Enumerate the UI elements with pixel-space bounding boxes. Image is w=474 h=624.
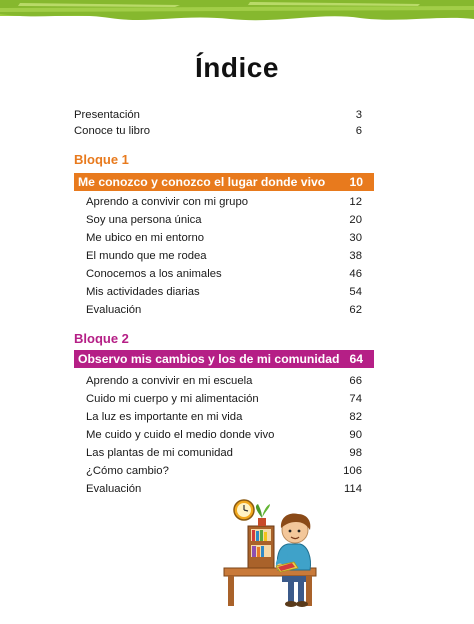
- toc-entry-page: 20: [349, 214, 362, 226]
- block-2-heading: Bloque 2: [74, 331, 129, 346]
- top-decorative-band: [0, 0, 474, 30]
- toc-entry-label: Mis actividades diarias: [86, 286, 200, 298]
- toc-entry[interactable]: [86, 408, 362, 426]
- toc-entry-label: Me cuido y cuido el medio donde vivo: [86, 429, 275, 441]
- toc-entry[interactable]: [86, 283, 362, 301]
- toc-entry[interactable]: [86, 444, 362, 462]
- toc-entry[interactable]: [86, 390, 362, 408]
- toc-entry-page: 54: [349, 286, 362, 298]
- clock-icon: [234, 500, 254, 520]
- toc-entry-label: Aprendo a convivir en mi escuela: [86, 375, 253, 387]
- toc-entry[interactable]: [86, 193, 362, 211]
- toc-entry-label: Evaluación: [86, 304, 142, 316]
- toc-entry-label: El mundo que me rodea: [86, 250, 207, 262]
- toc-entry-label: Conoce tu libro: [74, 125, 150, 137]
- toc-entry-label: Conocemos a los animales: [86, 268, 222, 280]
- toc-entry-page: 82: [349, 411, 362, 423]
- child-at-desk-illustration: [218, 496, 342, 608]
- toc-entry-page: 98: [349, 447, 362, 459]
- toc-entry-label: Presentación: [74, 109, 140, 121]
- toc-entry-label: Soy una persona única: [86, 214, 202, 226]
- toc-entry[interactable]: [86, 229, 362, 247]
- toc-entry-label: Evaluación: [86, 483, 142, 495]
- toc-entry-page: 90: [349, 429, 362, 441]
- chapter-page: 64: [349, 352, 363, 366]
- toc-entry-page: 30: [349, 232, 362, 244]
- block-1-heading: Bloque 1: [74, 152, 129, 167]
- toc-entry-page: 74: [349, 393, 362, 405]
- toc-entry[interactable]: [86, 211, 362, 229]
- toc-entry-page: 46: [349, 268, 362, 280]
- toc-entry-page: 114: [343, 483, 362, 495]
- toc-entry-page: 38: [349, 250, 362, 262]
- chapter-title: Me conozco y conozco el lugar donde vivo: [78, 175, 326, 189]
- chapter-title: Observo mis cambios y los de mi comunidad: [78, 352, 340, 366]
- toc-entry-label: Aprendo a convivir con mi grupo: [86, 196, 249, 208]
- toc-entry-page: 62: [349, 304, 362, 316]
- toc-entry-page: 3: [355, 109, 362, 121]
- toc-entry[interactable]: [86, 462, 362, 480]
- toc-entry-label: La luz es importante en mi vida: [86, 411, 243, 423]
- toc-entry[interactable]: [86, 426, 362, 444]
- toc-entry[interactable]: [86, 265, 362, 283]
- toc-entry[interactable]: [86, 372, 362, 390]
- toc-entry-label: Las plantas de mi comunidad: [86, 447, 233, 459]
- toc-entry[interactable]: [86, 247, 362, 265]
- toc-entry-label: Cuido mi cuerpo y mi alimentación: [86, 393, 259, 405]
- toc-entry-page: 66: [349, 375, 362, 387]
- toc-entry-page: 6: [355, 125, 362, 137]
- block-2-chapter-bar[interactable]: [74, 350, 374, 368]
- toc-entry-label: Me ubico en mi entorno: [86, 232, 205, 244]
- toc-entry-page: 12: [349, 196, 362, 208]
- toc-entry-page: 106: [343, 465, 362, 477]
- page-title: Índice: [195, 52, 279, 83]
- chapter-page: 10: [349, 175, 363, 189]
- block-1-chapter-bar[interactable]: [74, 173, 374, 191]
- toc-entry-conoce-tu-libro[interactable]: [74, 122, 362, 140]
- toc-entry-label: ¿Cómo cambio?: [86, 465, 169, 477]
- toc-entry[interactable]: [86, 301, 362, 319]
